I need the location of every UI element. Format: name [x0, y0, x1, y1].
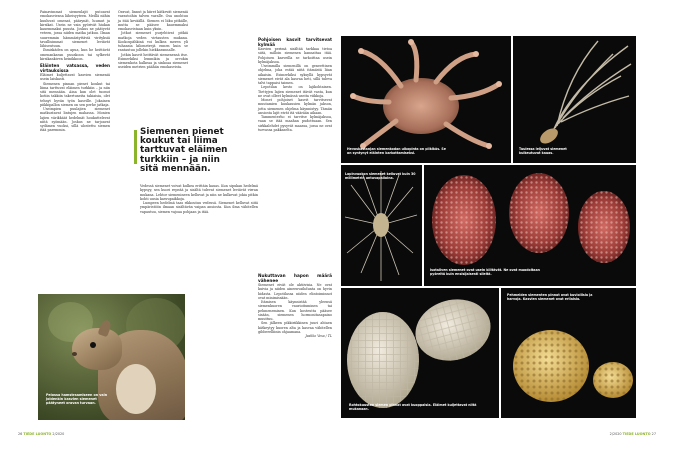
right-column-bottom	[258, 272, 332, 338]
page-number: 26	[18, 432, 23, 436]
paragraph: Lumpeen hedelmä taas rikkoutuu vedessä. Siemenet kelluvat siitä ympäristöön ilmaan sisältävän vaipan ansiosta. Kun ilma vähitellen vapautuu, siemen vajoaa pohjaan ja itää.	[140, 201, 258, 214]
seed-photo-4	[424, 165, 636, 286]
seed-photo-6	[501, 288, 636, 418]
paragraph: Monet pohjoiset kasvit tarvitsevat muutamien kuukausien kylmän jakson, jotta siemenen ohjelma käynnistyy. Tämän ansiosta lajit eivät itä väärään aikaan.	[258, 98, 332, 115]
paragraph: Itämisen käynnistää yleensä siemenkuoren vaurioituminen tai pehmeneminen. Kun kosteutta pääsee sisään, siemenen hormonitasapaino muuttuu.	[258, 300, 332, 322]
brand-name: TIEDE LUONTO	[622, 432, 651, 436]
quote-bar	[134, 130, 137, 164]
left-column-3	[140, 184, 258, 214]
author-signature: Jaakko Vesa / TL	[305, 334, 332, 339]
paragraph: Painavimmat siemenlajit putoavat emokasviensa läheisyyteen. Meillä niihin kuuluvat omenat, päärynät, luumut ja kirsikat. Usein ne vain pyörivät hiukan kauemmaksi puusta. Joskus ne päätyvät veteen, jossa niiden matka jatkuu. Ilman suuremmin hämmästyttäviä virityksiä tavallisimmat siemenet leviävät lähiseutuun.	[40, 10, 110, 48]
paragraph: Ihmiskäden on apua, kun he heittävät omenankaran puuskoon tai sylkevät kirsikankiven heinikkoon.	[40, 48, 110, 61]
paragraph: Lepotilan kesto on lajikohtainen. Tiettyjen lajien siemenet itävät vasta, kun ne ovat olleet kylmässä useita viikkoja.	[258, 85, 332, 98]
pull-quote-text: Siemenen pienet koukut tai liima tarttuvat eläimen turkkiin – ja niin sitä mennään.	[140, 127, 228, 174]
brand-name: TIEDE LUONTO	[23, 432, 52, 436]
paragraph: Eläimet kuljettavat kasvien siemeniä usein laiskasti.	[40, 73, 110, 82]
left-column-2	[118, 10, 188, 70]
seed-photo-3	[341, 165, 422, 286]
seed-photo-1	[341, 36, 511, 163]
paragraph: Oravat, linnut ja hiiret kätkevät siemeniä varastoihin talven varalle. Osa unohtuu ja itää keväällä. Siemen ei liiku pitkälle, mutta se pääsee kauemmaksi emokasvistaan kuin yksin.	[118, 10, 188, 31]
paragraph: Kasvien perimä sisältää tarkkaa tietoa siitä, milloin siemenen kannattaa itää. Pohjoisen kasveilla se tarkoittaa usein kylmäjaksoa.	[258, 47, 332, 64]
seed-caption-2: Tuulessa leijuvat siemenet kulkeutuvat kauas.	[519, 147, 567, 155]
paragraph: Tammenterho ei tarvitse kylmäjaksoa, vaan se itää maahan pudottuaan. Sen sirkkalehdet pysyvät maassa, jossa ne ovat turvassa pakkaselta.	[258, 115, 332, 132]
seed-photo-5	[341, 288, 499, 418]
subheading: Nukuttavan hapon määrä vähenee	[258, 273, 332, 283]
seed-caption-5: Rohtokuusten siemen pinnat ovat kuoppaisia. Eläimet kuljettavat niitä mukanaan.	[349, 403, 477, 411]
paragraph: Vedessä siemenet voivat kulkea erittäin kauas. Kun sipukan hedelmä kypsyy, sen kuori repeää ja sisältä tulevat siemenet leviävät virran mukana. Lehtor siemenineen kelluvat ja niin ne kulkevat jokia pitkin kohti uusia kasvupaikkoja.	[140, 184, 258, 201]
seed-caption-3: Lapinvuokon siemenet kelluvat kuin 30 millimetrin untuvapalloina.	[345, 172, 416, 180]
squirrel-caption: Pelossa hamstraamiseen on vain joidenkin kasvien siemenet päätyneet oravan turvaan.	[46, 393, 108, 405]
paragraph: Siemenen pinnan pienet koukut tai liima tarttuvat eläimen turkkiin – ja niin sitä mennään. Aina kun olet tuonut kotiin takkiin takertuneita takiaisia, olet tehnyt hyvän työn kasville. Jokainen piikkipallon siemen on sen perhe jatkaja.	[40, 81, 110, 107]
paragraph: Useimpien puulajien siemenet matkustavat lintujen mahassa. Monien lajien värikkäät hedelmät houkuttelevat niitä syömään. Joskus ne tarjoavat sydämen vuoksi, sillä ulostettu siemen itää paremmin.	[40, 107, 110, 133]
seed-caption-1: Hevoskastanjan siemenkodan ulkopinta on piikikäs. Se on syntynyt eläinten karkottamiseksi.	[347, 147, 446, 155]
seed-caption-4: Isotaliven siemenet ovat usein kiiltävät. Ne ovat muodoltaan pyöreitä kuin ensisijaisesti sileitä.	[430, 268, 540, 276]
paragraph: Useimmilla siemenillä on geneettinen ohjelma, joka estää niitä itämästä liian aikaisin. Esimerkiksi syksyllä kypsyvät siemenet eivät ala kasvaa heti, sillä tuleva talvi tappaisi taimen.	[258, 64, 332, 86]
seed-photo-2	[513, 36, 636, 163]
page-number: 27	[651, 432, 656, 436]
subheading: Eläinten vatsassa, veden virtauksissa	[40, 63, 110, 73]
seed-caption-6: Pehmeiden siementen pinnat ovat kuviollisia ja harvoja. Kasvien siemenet ovat erilaisia.	[507, 293, 593, 301]
paragraph: Sen jälkeen pikkiriikkinen juuri ahtaen kätkeytyy kuoren alta ja kasvaa vähitellen gibberelliinin ohjaamana.	[258, 321, 332, 334]
squirrel-photo	[38, 294, 185, 420]
paragraph: Jotkut siemenet purjehtivat pitkiä matkoja veden virtausten mukana. Kookospähkinä voi kulkea meren yli tuhansia kilometrejä ennen kuin se rantautuu jollekin hiekkarannalle.	[118, 31, 188, 53]
right-footer	[610, 432, 656, 436]
issue-number: 2/2020	[52, 432, 65, 436]
right-column-top	[258, 36, 332, 132]
left-footer	[18, 432, 64, 436]
issue-number: 2/2020	[609, 432, 622, 436]
left-column-1	[40, 10, 110, 133]
subheading: Pohjoisen kasvit tarvitsevat kylmää	[258, 37, 332, 47]
paragraph: Jotkin kasvit heittävät siemenensä itse. Esimerkiksi lemmikin ja orvokin siemenkota halkeaa ja sinkoaa siemenet useiden metrien päähän emokasvista.	[118, 52, 188, 70]
pull-quote	[140, 128, 240, 174]
paragraph: Siemenet eivät ole aktiivisia. Ne ovat kuivia ja niiden aineenvaihdunta on hyvin hidasta. Lepotilassa niiden elintoiminnot ovat minimissään.	[258, 283, 332, 300]
